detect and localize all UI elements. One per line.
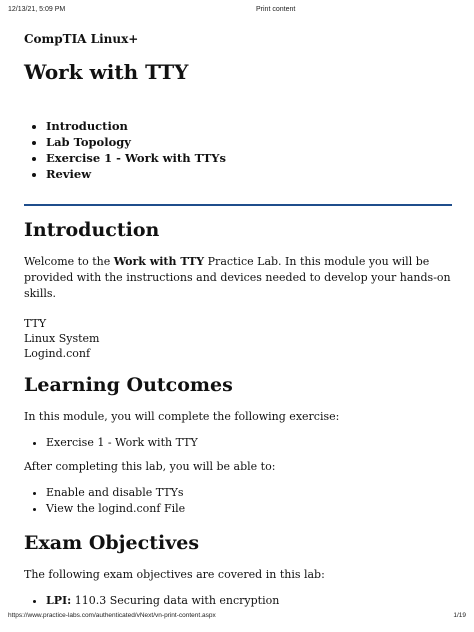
exam-lead: The following exam objectives are covered in this lab: <box>24 568 325 581</box>
exercise-list <box>24 435 452 451</box>
exam-objectives-heading: Exam Objectives <box>24 532 200 554</box>
objective-label: LPI: <box>46 594 72 607</box>
table-of-contents <box>24 118 452 182</box>
toc-item-review[interactable]: • Review <box>46 166 452 182</box>
print-header <box>8 6 466 18</box>
topic-item: Logind.conf <box>24 347 91 360</box>
topic-list <box>24 316 452 361</box>
topic-item: TTY <box>24 317 47 330</box>
intro-lab-name: Work with TTY <box>113 255 205 268</box>
introduction-heading: Introduction <box>24 219 160 241</box>
document-content <box>24 32 452 609</box>
outcome-item: • View the logind.conf File <box>46 501 452 517</box>
page-title: Work with TTY <box>24 60 189 84</box>
intro-text-pre: Welcome to the <box>24 255 114 268</box>
print-page-number: 1/19 <box>453 612 466 619</box>
objective-text: 110.3 Securing data with encryption <box>71 594 280 607</box>
print-datetime: 12/13/21, 5:09 PM <box>8 6 66 13</box>
outcome-item: • Enable and disable TTYs <box>46 485 452 501</box>
after-completion-lead: After completing this lab, you will be able to: <box>24 460 276 473</box>
toc-item-introduction[interactable]: • Introduction <box>46 118 452 134</box>
exercise-item: • Exercise 1 - Work with TTY <box>46 435 452 451</box>
course-title: CompTIA Linux+ <box>24 32 139 46</box>
print-url: https://www.practice-labs.com/authenticated/vNext/vn-print-content.aspx <box>8 612 216 619</box>
learning-outcomes-heading: Learning Outcomes <box>24 374 233 396</box>
outcome-list <box>24 485 452 517</box>
print-title: Print content <box>256 6 296 13</box>
exam-objective-item <box>46 593 452 609</box>
learning-lead: In this module, you will complete the following exercise: <box>24 410 340 423</box>
topic-item: Linux System <box>24 332 100 345</box>
intro-text-post: Practice Lab. In this module you will be provided with the instructions and devices needed to develop your hands-on skills. <box>24 255 451 300</box>
toc-item-lab-topology[interactable]: • Lab Topology <box>46 134 452 150</box>
toc-item-exercise-1[interactable]: • Exercise 1 - Work with TTYs <box>46 150 452 166</box>
print-footer <box>8 612 466 624</box>
section-divider <box>24 204 452 206</box>
exam-objective-list <box>24 593 452 609</box>
introduction-paragraph <box>24 254 452 302</box>
